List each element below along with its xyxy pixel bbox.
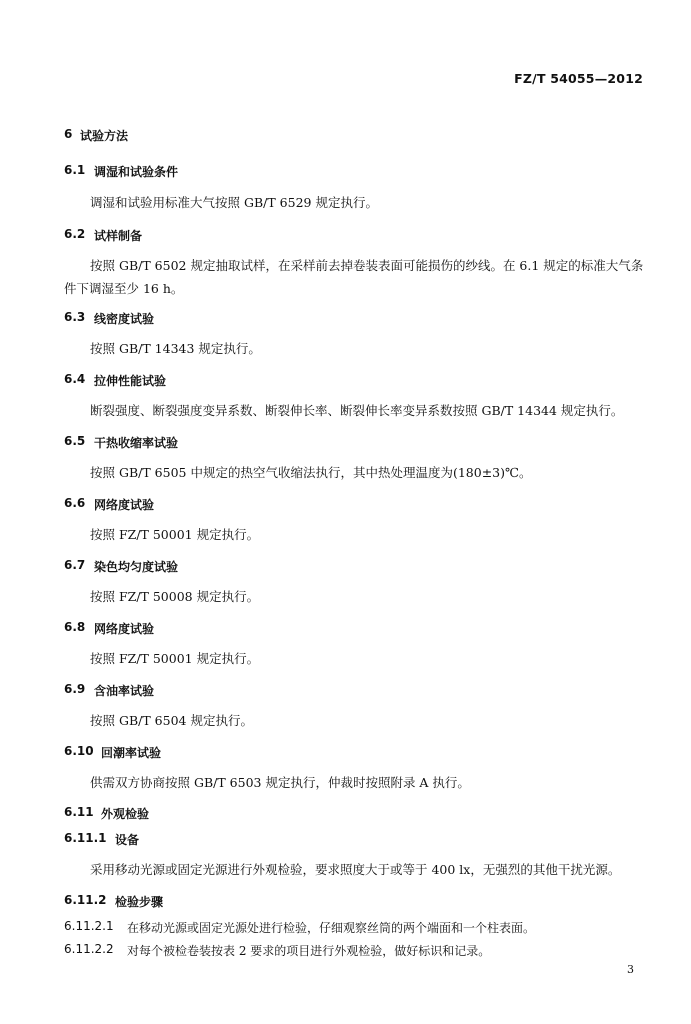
section-title: 干热收缩率试验 — [94, 436, 179, 450]
section-text: 调湿和试验用标准大气按照 GB/T 6529 规定执行。 — [90, 195, 378, 210]
step-number: 6.11.2.2 — [64, 942, 114, 956]
section-number: 6.2 — [64, 227, 86, 241]
section-title: 染色均匀度试验 — [94, 560, 179, 574]
step-text: 对每个被检卷装按表 2 要求的项目进行外观检验，做好标识和记录。 — [127, 944, 491, 958]
section-title: 设备 — [115, 833, 140, 847]
section-number: 6.6 — [64, 496, 86, 510]
standard-code: FZ/T 54055—2012 — [514, 71, 643, 86]
section-title: 网络度试验 — [94, 498, 155, 512]
section-number: 6.11.1 — [64, 831, 107, 845]
section-number: 6.11.2 — [64, 893, 107, 907]
section-text: 供需双方协商按照 GB/T 6503 规定执行，仲裁时按照附录 A 执行。 — [90, 775, 470, 790]
section-number: 6.5 — [64, 434, 86, 448]
section-number: 6.8 — [64, 620, 86, 634]
section-number: 6.7 — [64, 558, 86, 572]
section-text: 按照 GB/T 6504 规定执行。 — [90, 713, 253, 728]
section-title: 含油率试验 — [94, 684, 155, 698]
section-text: 按照 FZ/T 50001 规定执行。 — [90, 651, 260, 666]
section-number: 6.4 — [64, 372, 86, 386]
section-number: 6 — [64, 127, 73, 141]
section-text: 断裂强度、断裂强度变异系数、断裂伸长率、断裂伸长率变异系数按照 GB/T 14344 规定执行。 — [90, 403, 624, 418]
section-text: 按照 GB/T 14343 规定执行。 — [90, 341, 261, 356]
section-number: 6.1 — [64, 163, 86, 177]
section-title: 试验方法 — [80, 129, 129, 143]
section-text: 按照 FZ/T 50008 规定执行。 — [90, 589, 260, 604]
section-number: 6.3 — [64, 310, 86, 324]
section-title: 试样制备 — [94, 229, 143, 243]
step-number: 6.11.2.1 — [64, 919, 114, 933]
section-title: 检验步骤 — [115, 895, 164, 909]
section-number: 6.11 — [64, 805, 94, 819]
step-text: 在移动光源或固定光源处进行检验，仔细观察丝筒的两个端面和一个柱表面。 — [127, 921, 536, 935]
section-number: 6.10 — [64, 744, 94, 758]
section-title: 网络度试验 — [94, 622, 155, 636]
section-text: 按照 FZ/T 50001 规定执行。 — [90, 527, 260, 542]
section-title: 调湿和试验条件 — [94, 165, 179, 179]
section-title: 拉伸性能试验 — [94, 374, 167, 388]
page-number: 3 — [627, 963, 634, 976]
section-title: 外观检验 — [101, 807, 150, 821]
section-text: 采用移动光源或固定光源进行外观检验，要求照度大于或等于 400 lx，无强烈的其他干扰光源。 — [90, 862, 621, 877]
section-number: 6.9 — [64, 682, 86, 696]
section-title: 线密度试验 — [94, 312, 155, 326]
section-text: 按照 GB/T 6502 规定抽取试样，在采样前去掉卷装表面可能损伤的纱线。在 6.1 规定的标准大气条件下调湿至少 16 h。 — [64, 258, 644, 296]
section-text: 按照 GB/T 6505 中规定的热空气收缩法执行，其中热处理温度为(180±3)℃。 — [90, 465, 532, 480]
section-title: 回潮率试验 — [101, 746, 162, 760]
